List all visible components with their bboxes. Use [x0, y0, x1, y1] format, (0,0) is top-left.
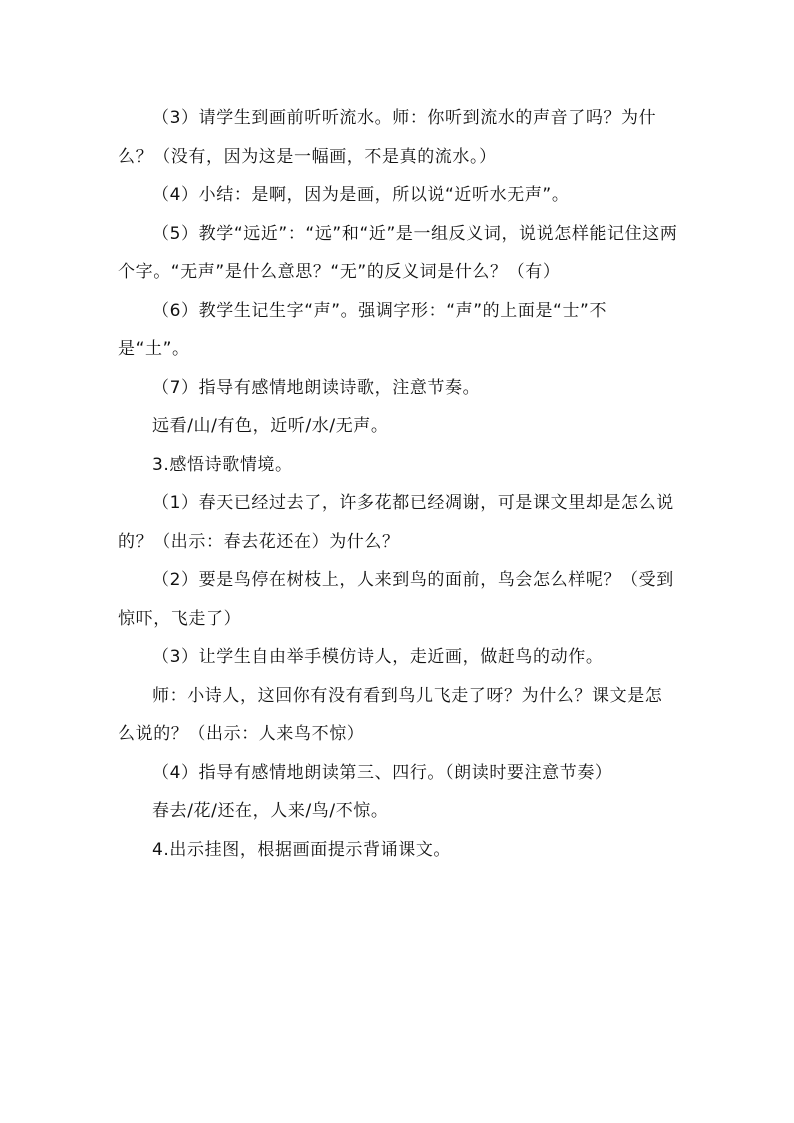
section-heading: 3.感悟诗歌情境。: [152, 454, 293, 475]
paragraph: （7）指导有感情地朗读诗歌，注意节奏。: [152, 377, 481, 398]
paragraph: （3）让学生自由举手模仿诗人，走近画，做赶鸟的动作。: [152, 647, 604, 667]
paragraph: （6）教学生记生字“声”。强调字形：“声”的上面是“士”不是“土”。: [118, 300, 608, 359]
paragraph: 远看/山/有色，近听/水/无声。: [152, 416, 389, 436]
paragraph: （4）小结：是啊，因为是画，所以说“近听水无声”。: [152, 185, 570, 205]
paragraph: （4）指导有感情地朗读第三、四行。（朗读时要注意节奏）: [152, 762, 613, 783]
paragraph: （1）春天已经过去了，许多花都已经凋谢，可是课文里却是怎么说的？（出示：春去花还在）为什么？: [118, 493, 674, 552]
paragraph: （5）教学“远近”：“远”和“近”是一组反义词，说说怎样能记住这两个字。“无声”是什么意思？“无”的反义词是什么？（有）: [118, 223, 678, 282]
section-heading: 4.出示挂图，根据画面提示背诵课文。: [152, 839, 452, 860]
paragraph: 春去/花/还在，人来/鸟/不惊。: [152, 801, 389, 821]
paragraph: （2）要是鸟停在树枝上，人来到鸟的面前，鸟会怎么样呢？（受到惊吓，飞走了）: [118, 570, 674, 629]
paragraph: （3）请学生到画前听听流水。师：你听到流水的声音了吗？为什么？（没有，因为这是一幅画，不是真的流水。）: [118, 108, 657, 167]
paragraph: 师：小诗人，这回你有没有看到鸟儿飞走了呀？为什么？课文是怎么说的？（出示：人来鸟不惊）: [118, 685, 663, 744]
document-body: [118, 99, 678, 869]
